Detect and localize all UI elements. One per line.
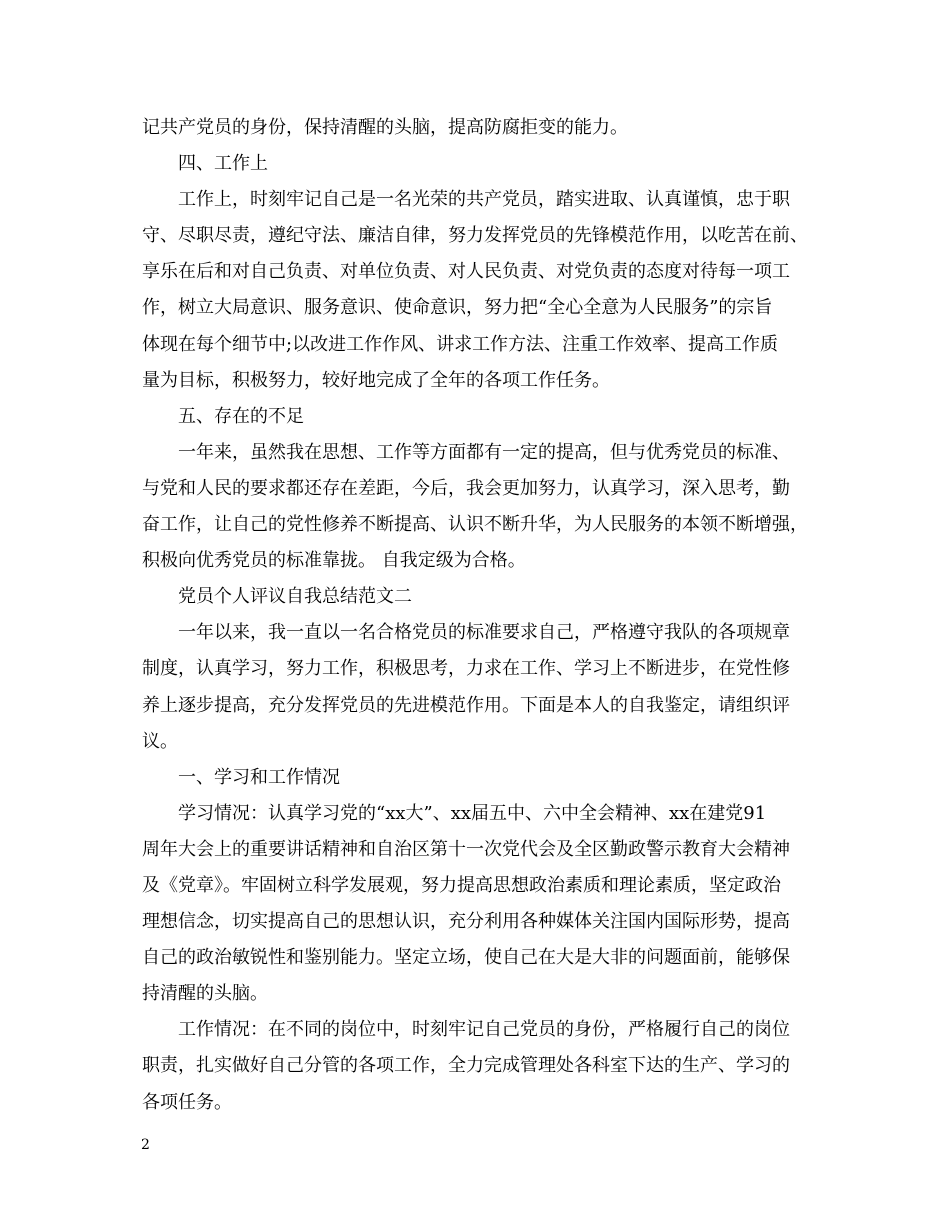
text-line: 守、尽职尽责，遵纪守法、廉洁自律，努力发挥党员的先锋模范作用，以吃苦在前、: [142, 225, 808, 247]
text-line: 一年以来，我一直以一名合格党员的标准要求自己，严格遵守我队的各项规章: [178, 622, 790, 644]
text-line: 工作上，时刻牢记自己是一名光荣的共产党员，踏实进取、认真谨慎，忠于职: [178, 189, 790, 211]
text-line: 党员个人评议自我总结范文二: [178, 586, 412, 608]
text-line: 一年来，虽然我在思想、工作等方面都有一定的提高，但与优秀党员的标准、: [178, 441, 790, 463]
text-line: 制度，认真学习，努力工作，积极思考，力求在工作、学习上不断进步，在党性修: [142, 658, 790, 680]
text-line: 及《党章》。牢固树立科学发展观，努力提高思想政治素质和理论素质，坚定政治: [142, 874, 781, 896]
text-line: 养上逐步提高，充分发挥党员的先进模范作用。下面是本人的自我鉴定，请组织评: [142, 694, 790, 716]
text-line: 记共产党员的身份，保持清醒的头脑，提高防腐拒变的能力。: [142, 117, 628, 138]
text-line: 积极向优秀党员的标准靠拢。 自我定级为合格。: [142, 550, 526, 572]
text-line: 自己的政治敏锐性和鉴别能力。坚定立场，使自己在大是大非的问题面前，能够保: [142, 947, 790, 969]
text-line: 享乐在后和对自己负责、对单位负责、对人民负责、对党负责的态度对待每一项工: [142, 261, 790, 283]
text-line: 各项任务。: [142, 1091, 232, 1113]
text-line: 持清醒的头脑。: [142, 983, 268, 1005]
text-line: 工作情况：在不同的岗位中，时刻牢记自己党员的身份，严格履行自己的岗位: [178, 1019, 790, 1041]
text-line: 理想信念，切实提高自己的思想认识，充分利用各种媒体关注国内国际形势，提高: [142, 911, 790, 933]
text-line: 量为目标，积极努力，较好地完成了全年的各项工作任务。: [142, 369, 610, 391]
text-line: 一、学习和工作情况: [178, 766, 340, 788]
text-line: 与党和人民的要求都还存在差距，今后，我会更加努力，认真学习，深入思考，勤: [142, 477, 790, 499]
text-line: 周年大会上的重要讲话精神和自治区第十一次党代会及全区勤政警示教育大会精神: [142, 838, 790, 860]
text-line: 作，树立大局意识、服务意识、使命意识，努力把“全心全意为人民服务”的宗旨: [142, 297, 773, 319]
text-line: 奋工作，让自己的党性修养不断提高、认识不断升华，为人民服务的本领不断增强，: [142, 514, 808, 536]
text-line: 议。: [142, 730, 178, 752]
text-line: 四、工作上: [178, 153, 268, 175]
text-line: 职责，扎实做好自己分管的各项工作，全力完成管理处各科室下达的生产、学习的: [142, 1055, 790, 1077]
text-line: 体现在每个细节中;以改进工作作风、讲求工作方法、注重工作效率、提高工作质: [142, 333, 779, 355]
text-line: 五、存在的不足: [178, 405, 304, 427]
page-number: 2: [141, 1137, 150, 1153]
document-body: [142, 110, 822, 1121]
text-line: 学习情况：认真学习党的“xx大”、xx届五中、六中全会精神、xx在建党91: [178, 802, 767, 824]
